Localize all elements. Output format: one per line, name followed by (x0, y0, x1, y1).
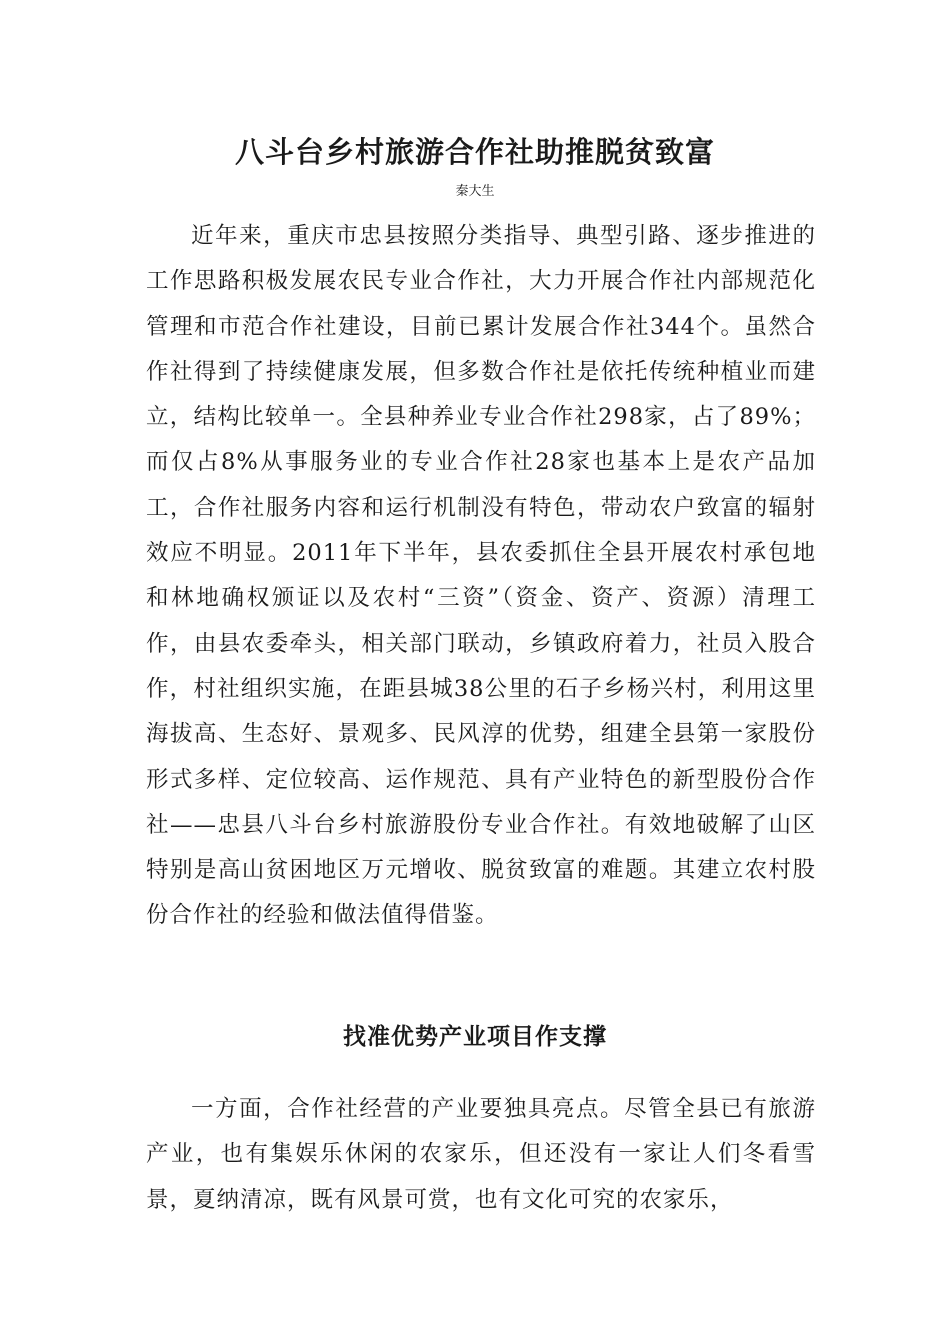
author-name: 秦大生 (455, 184, 495, 199)
section-heading: 找准优势产业项目作支撑 (343, 1024, 607, 1050)
body-paragraph-2: 一方面，合作社经营的产业要独具亮点。尽管全县已有旅游产业，也有集娱乐休闲的农家乐，但还没有一家让人们冬看雪景，夏纳清凉，既有风景可赏，也有文化可究的农家乐， (146, 1096, 816, 1213)
body-paragraph-1: 近年来，重庆市忠县按照分类指导、典型引路、逐步推进的工作思路积极发展农民专业合作社，大力开展合作社内部规范化管理和市范合作社建设，目前已累计发展合作社344个。虽然合作社得到了持续健康发展，但多数合作社是依托传统种植业而建立，结构比较单一。全县种养业专业合作社298家，占了89%；而仅占8%从事服务业的专业合作社28家也基本上是农产品加工，合作社服务内容和运行机制没有特色，带动农户致富的辐射效应不明显。2011年下半年，县农委抓住全县开展农村承包地和林地确权颁证以及农村“三资”（资金、资产、资源）清理工作，由县农委牵头，相关部门联动，乡镇政府着力，社员入股合作，村社组织实施，在距县城38公里的石子乡杨兴村，利用这里海拔高、生态好、景观多、民风淳的优势，组建全县第一家股份形式多样、定位较高、运作规范、具有产业特色的新型股份合作社——忠县八斗台乡村旅游股份专业合作社。有效地破解了山区特别是高山贫困地区万元增收、脱贫致富的难题。其建立农村股份合作社的经验和做法值得借鉴。 (146, 223, 816, 929)
document-title: 八斗台乡村旅游合作社助推脱贫致富 (234, 135, 715, 169)
